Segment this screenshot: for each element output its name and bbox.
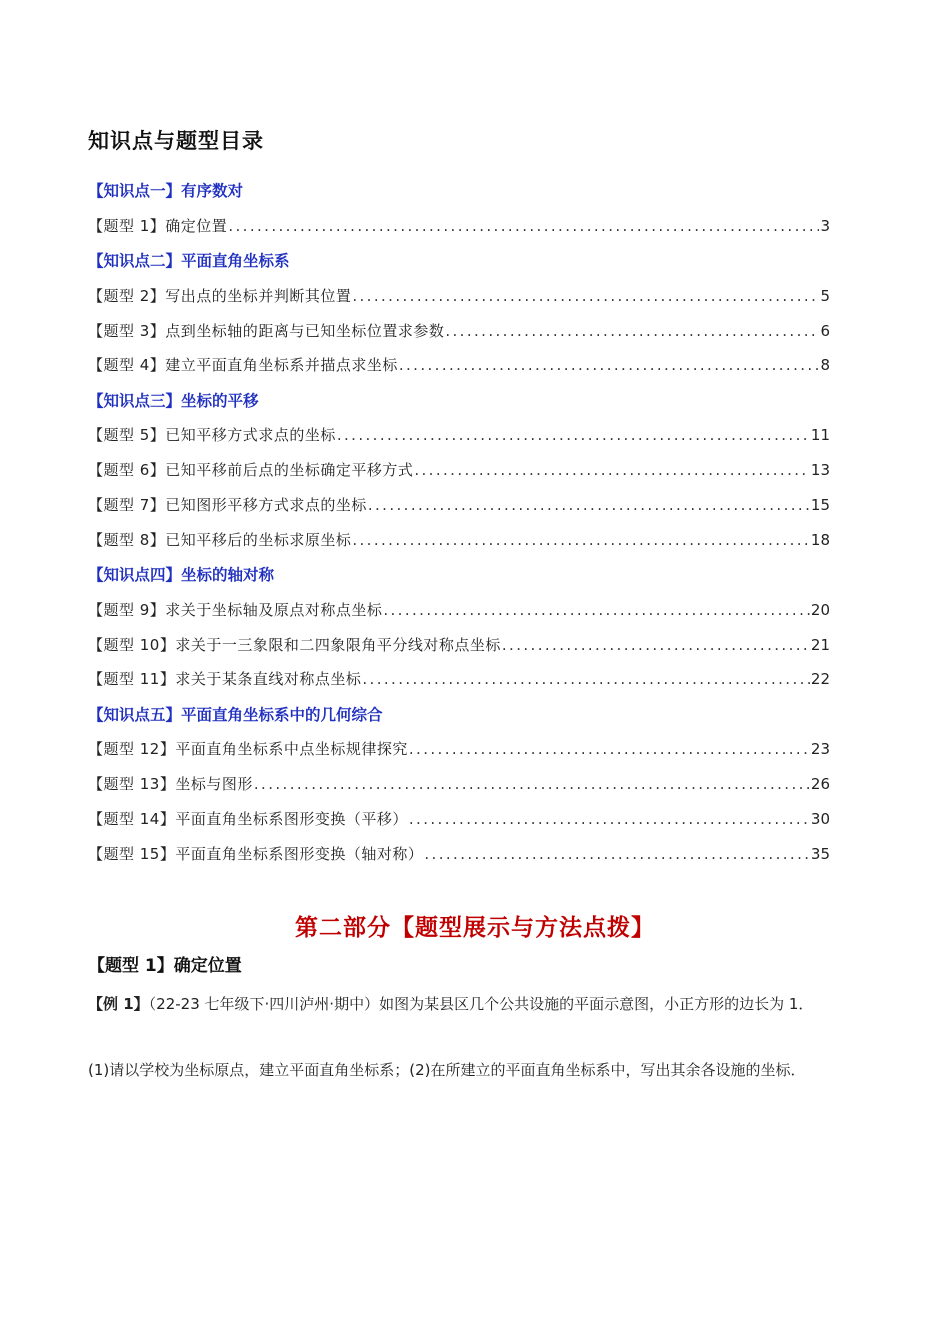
toc-title: 知识点与题型目录 bbox=[88, 129, 264, 153]
toc-entry-line bbox=[88, 668, 830, 689]
toc-entry-line bbox=[88, 599, 830, 620]
toc-leader-dots bbox=[424, 845, 810, 863]
toc-entry-line bbox=[88, 320, 830, 341]
toc-section-heading bbox=[88, 382, 830, 417]
question-type-heading: 【题型 1】确定位置 bbox=[88, 956, 242, 976]
sub-questions: (1)请以学校为坐标原点，建立平面直角坐标系；(2)在所建立的平面直角坐标系中，写出其余各设施的坐标． bbox=[88, 1061, 806, 1079]
toc-page-number: 26 bbox=[810, 775, 830, 794]
toc-leader-dots bbox=[228, 217, 819, 235]
example-text: （22-23 七年级下·四川泸州·期中）如图为某县区几个公共设施的平面示意图，小正方形的边长为 1． bbox=[148, 995, 814, 1013]
toc-section-heading bbox=[88, 696, 830, 731]
toc-entry-label: 【题型 6】已知平移前后点的坐标确定平移方式 bbox=[88, 461, 414, 480]
toc-leader-dots bbox=[502, 636, 810, 654]
toc-entry-line bbox=[88, 459, 830, 480]
toc-section-heading bbox=[88, 557, 830, 592]
toc-page-number: 3 bbox=[820, 216, 830, 235]
toc-entry-line bbox=[88, 634, 830, 655]
toc-leader-dots bbox=[362, 670, 810, 688]
toc-entry[interactable] bbox=[88, 592, 830, 627]
toc-page-number: 15 bbox=[810, 495, 830, 514]
toc-entry[interactable] bbox=[88, 836, 830, 871]
toc-section-heading bbox=[88, 173, 830, 208]
toc-entry-label: 【题型 1】确定位置 bbox=[88, 216, 228, 235]
toc-leader-dots bbox=[409, 810, 810, 828]
example-paragraph bbox=[88, 988, 863, 1020]
toc-section-label: 【知识点五】平面直角坐标系中的几何综合 bbox=[88, 705, 383, 724]
toc-entry-line bbox=[88, 773, 830, 794]
toc-page-number: 35 bbox=[810, 844, 830, 863]
toc-page-number: 8 bbox=[820, 356, 830, 375]
toc-entry-label: 【题型 13】坐标与图形 bbox=[88, 775, 253, 794]
toc-entry-line bbox=[88, 285, 830, 306]
toc-entry-line bbox=[88, 354, 830, 375]
toc-page-number: 21 bbox=[810, 635, 830, 654]
toc-section-label: 【知识点二】平面直角坐标系 bbox=[88, 252, 290, 271]
toc-page-number: 18 bbox=[810, 530, 830, 549]
toc-entry-line bbox=[88, 808, 830, 829]
toc-leader-dots bbox=[337, 426, 810, 444]
toc-entry[interactable] bbox=[88, 208, 830, 243]
toc-page-number: 22 bbox=[810, 670, 830, 689]
toc-entry-line bbox=[88, 215, 830, 236]
toc-entry[interactable] bbox=[88, 661, 830, 696]
toc-section-label: 【知识点一】有序数对 bbox=[88, 182, 244, 201]
part-two-title: 第二部分【题型展示与方法点拨】 bbox=[295, 915, 655, 941]
toc-page-number: 20 bbox=[810, 600, 830, 619]
toc-entry-label: 【题型 2】写出点的坐标并判断其位置 bbox=[88, 286, 352, 305]
toc-leader-dots bbox=[414, 461, 810, 479]
toc-entry-label: 【题型 7】已知图形平移方式求点的坐标 bbox=[88, 495, 367, 514]
toc-entry-label: 【题型 5】已知平移方式求点的坐标 bbox=[88, 426, 336, 445]
toc-leader-dots bbox=[383, 601, 810, 619]
toc-section-label: 【知识点三】坐标的平移 bbox=[88, 391, 259, 410]
toc-entry-line bbox=[88, 494, 830, 515]
toc-leader-dots bbox=[368, 496, 810, 514]
toc-entry-label: 【题型 4】建立平面直角坐标系并描点求坐标 bbox=[88, 356, 398, 375]
toc-entry-line bbox=[88, 843, 830, 864]
toc-leader-dots bbox=[352, 531, 810, 549]
toc-entry[interactable] bbox=[88, 627, 830, 662]
toc-leader-dots bbox=[409, 740, 810, 758]
toc-entry[interactable] bbox=[88, 766, 830, 801]
toc-page-number: 30 bbox=[810, 809, 830, 828]
toc-entry[interactable] bbox=[88, 313, 830, 348]
toc-entry-label: 【题型 9】求关于坐标轴及原点对称点坐标 bbox=[88, 600, 383, 619]
toc-entry[interactable] bbox=[88, 731, 830, 766]
toc-entry-label: 【题型 3】点到坐标轴的距离与已知坐标位置求参数 bbox=[88, 321, 445, 340]
toc-entry-label: 【题型 11】求关于某条直线对称点坐标 bbox=[88, 670, 362, 689]
toc-section-label: 【知识点四】坐标的轴对称 bbox=[88, 566, 275, 585]
toc-leader-dots bbox=[352, 287, 819, 305]
example-label: 【例 1】 bbox=[88, 995, 149, 1013]
toc-entry-label: 【题型 8】已知平移后的坐标求原坐标 bbox=[88, 530, 352, 549]
toc-entry-line bbox=[88, 738, 830, 759]
toc-page-number: 13 bbox=[810, 461, 830, 480]
toc-entry[interactable] bbox=[88, 278, 830, 313]
toc-entry[interactable] bbox=[88, 801, 830, 836]
table-of-contents bbox=[88, 173, 830, 871]
toc-entry-label: 【题型 15】平面直角坐标系图形变换（轴对称） bbox=[88, 844, 424, 863]
toc-entry-label: 【题型 12】平面直角坐标系中点坐标规律探究 bbox=[88, 740, 408, 759]
toc-page-number: 5 bbox=[820, 286, 830, 305]
toc-leader-dots bbox=[254, 775, 810, 793]
toc-leader-dots bbox=[399, 356, 819, 374]
toc-page-number: 6 bbox=[820, 321, 830, 340]
toc-entry-label: 【题型 10】求关于一三象限和二四象限角平分线对称点坐标 bbox=[88, 635, 501, 654]
toc-page-number: 23 bbox=[810, 740, 830, 759]
toc-entry[interactable] bbox=[88, 522, 830, 557]
toc-entry-label: 【题型 14】平面直角坐标系图形变换（平移） bbox=[88, 809, 408, 828]
toc-entry-line bbox=[88, 424, 830, 445]
toc-page-number: 11 bbox=[810, 426, 830, 445]
toc-leader-dots bbox=[445, 322, 819, 340]
toc-entry[interactable] bbox=[88, 452, 830, 487]
toc-entry[interactable] bbox=[88, 347, 830, 382]
toc-entry[interactable] bbox=[88, 417, 830, 452]
toc-entry-line bbox=[88, 529, 830, 550]
toc-entry[interactable] bbox=[88, 487, 830, 522]
toc-section-heading bbox=[88, 243, 830, 278]
